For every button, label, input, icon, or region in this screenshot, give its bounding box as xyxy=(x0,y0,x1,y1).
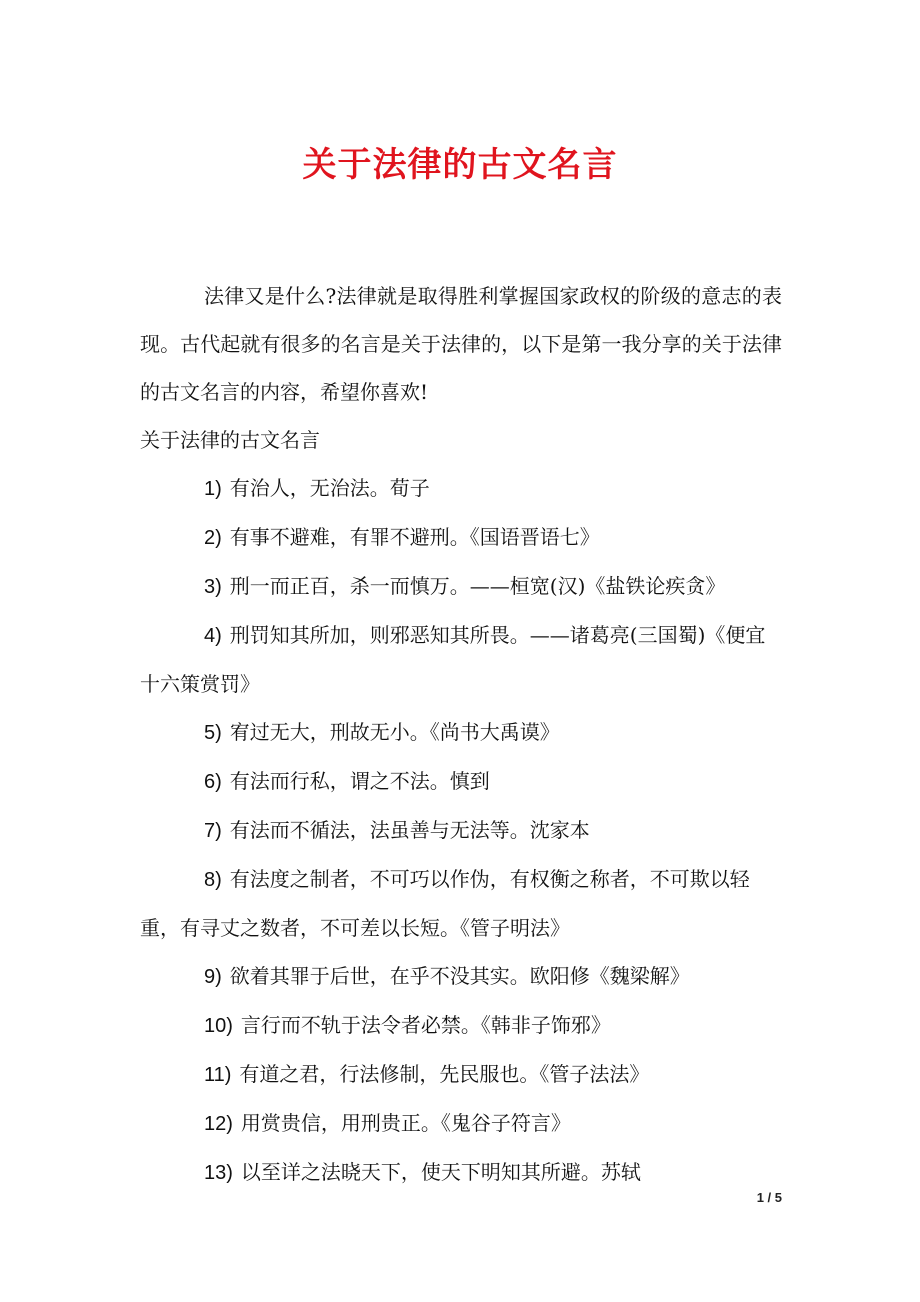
quote-text: 宥过无大，刑故无小。《尚书大禹谟》 xyxy=(229,720,560,744)
quote-text: 有法度之制者，不可巧以作伪，有权衡之称者，不可欺以轻重，有寻丈之数者，不可差以长短。《管子明法》 xyxy=(140,867,750,940)
quote-text: 有治人，无治法。荀子 xyxy=(229,476,430,500)
quote-item xyxy=(140,1148,782,1197)
quote-item xyxy=(140,952,782,1001)
quote-text: 有法而不循法，法虽善与无法等。沈家本 xyxy=(229,818,590,842)
quote-number: 11) xyxy=(204,1064,232,1086)
quote-number: 2) xyxy=(204,527,222,549)
quote-number: 5) xyxy=(204,722,222,744)
quote-item xyxy=(140,855,782,952)
quote-number: 4) xyxy=(204,625,222,647)
quote-number: 9) xyxy=(204,966,222,988)
quote-text: 有事不避难，有罪不避刑。《国语晋语七》 xyxy=(229,525,600,549)
quote-item xyxy=(140,464,782,513)
quote-number: 8) xyxy=(204,869,222,891)
quote-number: 1) xyxy=(204,478,222,500)
quote-item xyxy=(140,1050,782,1099)
quote-list xyxy=(140,464,782,1197)
quote-item xyxy=(140,562,782,611)
quote-number: 12) xyxy=(204,1113,233,1135)
quote-number: 3) xyxy=(204,576,222,598)
quote-item xyxy=(140,611,782,708)
quote-text: 有道之君，行法修制，先民服也。《管子法法》 xyxy=(239,1062,650,1086)
quote-number: 7) xyxy=(204,820,222,842)
quote-number: 6) xyxy=(204,771,222,793)
quote-number: 10) xyxy=(204,1015,233,1037)
quote-text: 以至详之法晓天下，使天下明知其所避。苏轼 xyxy=(240,1160,641,1184)
quote-text: 言行而不轨于法令者必禁。《韩非子饰邪》 xyxy=(240,1013,611,1037)
quote-text: 有法而行私，谓之不法。慎到 xyxy=(229,769,490,793)
quote-item xyxy=(140,513,782,562)
quote-text: 用赏贵信，用刑贵正。《鬼谷子符言》 xyxy=(240,1111,571,1135)
page-title: 关于法律的古文名言 xyxy=(302,145,618,185)
quote-item xyxy=(140,806,782,855)
quote-text: 刑一而正百，杀一而慎万。——桓宽(汉)《盐铁论疾贪》 xyxy=(229,574,726,598)
quote-item xyxy=(140,1099,782,1148)
page-number: 1 / 5 xyxy=(756,1190,782,1205)
quote-number: 13) xyxy=(204,1162,233,1184)
quote-item xyxy=(140,1001,782,1050)
document-body xyxy=(140,272,782,1197)
quote-text: 欲着其罪于后世，在乎不没其实。欧阳修《魏梁解》 xyxy=(229,964,690,988)
quote-item xyxy=(140,757,782,806)
quote-item xyxy=(140,708,782,757)
intro-paragraph: 法律又是什么?法律就是取得胜利掌握国家政权的阶级的意志的表现。古代起就有很多的名言是关于法律的，以下是第一我分享的关于法律的古文名言的内容，希望你喜欢! xyxy=(140,284,782,404)
section-heading: 关于法律的古文名言 xyxy=(140,428,320,452)
quote-text: 刑罚知其所加，则邪恶知其所畏。——诸葛亮(三国蜀)《便宜十六策赏罚》 xyxy=(140,623,766,696)
